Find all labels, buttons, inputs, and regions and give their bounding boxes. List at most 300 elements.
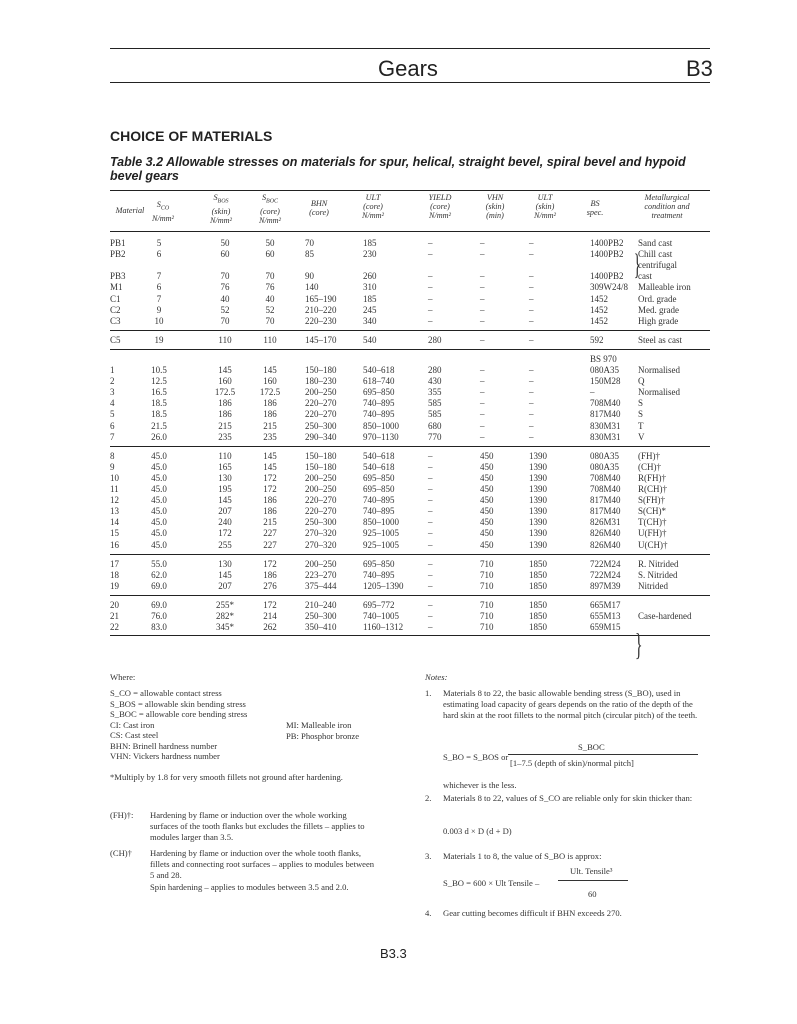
table-cell: 40: [265, 293, 275, 304]
table-row: [110, 365, 710, 376]
table-cell: 708M40: [590, 484, 621, 494]
table-cell: 55.0: [151, 558, 167, 569]
table-cell: R(CH)†: [638, 484, 667, 494]
table-cell: 70: [265, 271, 275, 282]
table-cell: 1205–1390: [363, 580, 404, 591]
table-cell: 140: [305, 282, 319, 293]
note-2-text: Materials 8 to 22, values of S_CO are reliable only for skin thicker than:: [443, 793, 693, 803]
table-cell: 817M40: [590, 495, 621, 506]
table-cell: 76.0: [151, 611, 167, 621]
table-cell: 740–1005: [363, 611, 399, 621]
table-cell: –: [428, 495, 433, 506]
table-cell: Normalised: [638, 365, 680, 375]
table-cell: 770: [428, 431, 442, 442]
table-cell: 165: [218, 461, 232, 472]
table-cell: 1400PB2: [590, 238, 624, 248]
table-cell: –: [428, 558, 433, 569]
table-cell: 50: [220, 238, 230, 248]
table-cell: 186: [263, 569, 277, 580]
table-cell: 150–180: [305, 365, 337, 375]
table-row: [110, 484, 710, 495]
table-cell: 22: [110, 622, 119, 633]
table-cell: 45.0: [151, 539, 167, 550]
table-cell: 8: [110, 450, 115, 461]
table-row: [110, 354, 710, 365]
table-cell: 215: [263, 517, 277, 528]
table-cell: –: [529, 238, 534, 248]
table-cell: 276: [263, 580, 277, 591]
table-cell: 220–270: [305, 409, 337, 420]
table-cell: 540–618: [363, 450, 395, 461]
table-cell: 195: [218, 484, 232, 494]
table-row: [110, 528, 710, 539]
page-number: B3.3: [380, 946, 407, 961]
table-cell: 150M28: [590, 376, 621, 387]
table-cell: 200–250: [305, 387, 337, 398]
table-cell: 826M31: [590, 517, 621, 528]
table-cell: 16.5: [151, 387, 167, 398]
table-cell: 830M31: [590, 431, 621, 442]
table-cell: 5: [110, 409, 115, 420]
table-cell: 5: [156, 238, 162, 248]
table-cell: 695–850: [363, 558, 395, 569]
table-cell: 220–230: [305, 315, 337, 326]
spin-text: Spin hardening – applies to modules between 3.5 and 2.0.: [150, 882, 349, 892]
table-cell: 50: [265, 238, 275, 248]
table-cell: 080A35: [590, 461, 619, 472]
table-cell: 450: [480, 517, 494, 528]
table-cell: 740–895: [363, 495, 395, 506]
table-cell: –: [480, 249, 485, 260]
table-cell: 450: [480, 450, 494, 461]
table-cell: 255: [218, 539, 232, 550]
table-cell: –: [428, 506, 433, 517]
table-cell: 450: [480, 484, 494, 494]
table-cell: 11: [110, 484, 119, 494]
table-cell: 450: [480, 472, 494, 483]
table-cell: –: [529, 271, 534, 282]
table-cell: 375–444: [305, 580, 337, 591]
table-cell: –: [529, 387, 534, 398]
col-header-vhn: VHN (skin) (min): [485, 193, 505, 220]
table-cell: cast: [638, 271, 652, 282]
col-header-material: Material: [115, 206, 145, 215]
table-row: [110, 316, 710, 327]
table-cell: 6: [156, 282, 162, 293]
table-cell: R. Nitrided: [638, 558, 679, 569]
table-cell: 130: [218, 472, 232, 483]
table-cell: Med. grade: [638, 304, 679, 315]
table-cell: –: [529, 315, 534, 326]
note-3-eq-num: Ult. Tensile³: [570, 866, 613, 876]
table-cell: –: [480, 282, 485, 293]
col-header-ult-skin: ULT (skin) N/mm²: [533, 193, 557, 220]
table-cell: 850–1000: [363, 420, 399, 431]
table-row: [110, 260, 710, 271]
table-cell: 207: [218, 506, 232, 517]
table-cell: C5: [110, 334, 121, 345]
table-cell: 172: [263, 558, 277, 569]
table-cell: 250–300: [305, 611, 337, 621]
table-cell: 345*: [216, 622, 234, 633]
definition-right-0: MI: Malleable iron: [286, 720, 352, 730]
note-1-eq-lhs: S_BO = S_BOS or: [443, 752, 509, 762]
table-cell: 12.5: [151, 376, 167, 387]
table-cell: –: [480, 315, 485, 326]
table-cell: 215: [263, 420, 277, 431]
table-cell: S(CH)*: [638, 506, 667, 517]
definition-6: VHN: Vickers hardness number: [110, 751, 220, 761]
table-cell: –: [480, 431, 485, 442]
table-cell: 220–270: [305, 506, 337, 517]
table-cell: 17: [110, 558, 119, 569]
table-cell: 207: [218, 580, 232, 591]
table-cell: 309W24/8: [590, 282, 628, 293]
table-cell: PB2: [110, 249, 126, 260]
note-number-3: 3.: [425, 851, 432, 861]
table-cell: 618–740: [363, 376, 395, 387]
table-cell: 680: [428, 420, 442, 431]
page-header-code: B3: [686, 56, 713, 81]
definition-4: CS: Cast steel: [110, 730, 159, 740]
table-cell: 172: [263, 484, 277, 494]
ch-label: (CH)†: [110, 848, 132, 858]
table-cell: BS 970: [590, 353, 617, 364]
table-cell: 1452: [590, 304, 608, 315]
col-header-bs: BS spec.: [586, 199, 604, 217]
table-cell: 282*: [216, 611, 234, 621]
table-row: [110, 622, 710, 633]
table-cell: 1390: [529, 450, 547, 461]
table-row: [110, 409, 710, 420]
table-cell: –: [428, 517, 433, 528]
table-cell: 130: [218, 558, 232, 569]
table-cell: 45.0: [151, 528, 167, 539]
table-cell: 145–170: [305, 334, 337, 345]
table-row: [110, 462, 710, 473]
table-cell: 180–230: [305, 376, 337, 387]
notes-heading: Notes:: [425, 672, 448, 682]
table-cell: 145: [263, 365, 277, 375]
table-cell: S(FH)†: [638, 495, 666, 506]
table-cell: –: [529, 304, 534, 315]
table-cell: 290–340: [305, 431, 337, 442]
table-cell: 245: [363, 304, 377, 315]
table-cell: 83.0: [151, 622, 167, 633]
table-cell: 223–270: [305, 569, 337, 580]
table-cell: –: [480, 271, 485, 282]
table-cell: 150–180: [305, 461, 337, 472]
table-cell: 45.0: [151, 450, 167, 461]
header-rule-top: [110, 48, 710, 49]
table-cell: 430: [428, 376, 442, 387]
table-cell: –: [480, 365, 485, 375]
table-cell: 722M24: [590, 558, 621, 569]
table-cell: C1: [110, 293, 121, 304]
table-cell: 18.5: [151, 409, 167, 420]
table-cell: 2: [110, 376, 115, 387]
table-cell: 740–895: [363, 506, 395, 517]
note-2-eq: 0.003 d × D (d + D): [443, 826, 512, 836]
table-cell: 45.0: [151, 495, 167, 506]
table-cell: –: [480, 293, 485, 304]
table-cell: 080A35: [590, 365, 619, 375]
table-cell: 740–895: [363, 569, 395, 580]
table-cell: 172: [263, 599, 277, 610]
table-cell: 925–1005: [363, 528, 399, 539]
table-cell: 270–320: [305, 528, 337, 539]
note-number-4: 4.: [425, 908, 432, 918]
table-cell: centrifugal: [638, 260, 677, 271]
table-cell: Normalised: [638, 387, 680, 398]
table-cell: 70: [305, 238, 314, 248]
table-cell: 12: [110, 495, 119, 506]
table-cell: 145: [218, 569, 232, 580]
table-row: [110, 305, 710, 316]
table-cell: S: [638, 398, 644, 409]
table-cell: 210–240: [305, 599, 337, 610]
table-caption-text: Allowable stresses on materials for spur, helical, straight bevel, spiral bevel and hypoid bevel gears: [110, 155, 686, 183]
table-cell: 1850: [529, 611, 547, 621]
table-cell: –: [428, 304, 433, 315]
table-cell: 817M40: [590, 506, 621, 517]
table-cell: –: [428, 315, 433, 326]
table-row: [110, 517, 710, 528]
table-cell: 45.0: [151, 484, 167, 494]
table-cell: –: [428, 271, 433, 282]
group-rule: [110, 446, 710, 447]
table-cell: 70: [265, 315, 275, 326]
table-cell: –: [480, 376, 485, 387]
table-cell: 227: [263, 539, 277, 550]
note-1-fraction-bar: [508, 754, 698, 755]
group-rule: [110, 330, 710, 331]
table-cell: 708M40: [590, 398, 621, 409]
table-row: [110, 559, 710, 570]
table-cell: –: [428, 539, 433, 550]
table-cell: 260: [363, 271, 377, 282]
table-cell: 9: [156, 304, 162, 315]
table-cell: 19: [110, 580, 119, 591]
table-cell: 450: [480, 539, 494, 550]
table-cell: –: [529, 398, 534, 409]
table-row: [110, 611, 710, 622]
col-header-metallurgical: Metallurgical condition and treatment: [644, 193, 690, 220]
table-cell: 220–270: [305, 495, 337, 506]
table-cell: 850–1000: [363, 517, 399, 528]
col-header-bhn: BHN (core): [309, 199, 329, 217]
note-3-eq-lhs: S_BO = 600 × Ult Tensile –: [443, 878, 540, 888]
table-cell: 52: [265, 304, 275, 315]
table-cell: T(CH)†: [638, 517, 667, 528]
table-cell: 21.5: [151, 420, 167, 431]
table-row: [110, 451, 710, 462]
table-cell: –: [529, 376, 534, 387]
definition-3: CI: Cast iron: [110, 719, 155, 730]
table-cell: 3: [110, 387, 115, 398]
table-caption: [110, 155, 690, 183]
table-cell: C3: [110, 315, 121, 326]
table-cell: 62.0: [151, 569, 167, 580]
table-cell: 1390: [529, 484, 547, 494]
table-cell: 70: [220, 271, 230, 282]
table-cell: 240: [218, 517, 232, 528]
table-cell: 186: [263, 495, 277, 506]
table-cell: T: [638, 420, 644, 431]
table-row: [110, 249, 710, 260]
table-cell: 540–618: [363, 461, 395, 472]
table-cell: Case-hardened: [638, 611, 692, 621]
table-cell: 708M40: [590, 472, 621, 483]
table-cell: 925–1005: [363, 539, 399, 550]
table-cell: 817M40: [590, 409, 621, 420]
table-cell: 695–850: [363, 472, 395, 483]
table-cell: V: [638, 431, 645, 442]
table-cell: Steel as cast: [638, 334, 682, 345]
table-cell: 695–850: [363, 387, 395, 398]
table-cell: Ord. grade: [638, 293, 677, 304]
table-cell: 7: [156, 271, 162, 282]
definition-2: S_BOC = allowable core bending stress: [110, 709, 248, 719]
table-cell: 90: [305, 271, 314, 282]
table-cell: 26.0: [151, 431, 167, 442]
table-cell: 270–320: [305, 539, 337, 550]
table-cell: –: [428, 622, 433, 633]
fh-label: (FH)†:: [110, 810, 134, 820]
table-cell: 585: [428, 409, 442, 420]
table-cell: –: [590, 387, 595, 398]
table-cell: Chill cast: [638, 249, 673, 260]
table-cell: –: [529, 409, 534, 420]
table-cell: 185: [363, 238, 377, 248]
table-cell: 1160–1312: [363, 622, 404, 633]
table-cell: 186: [263, 398, 277, 409]
table-cell: 16: [110, 539, 119, 550]
table-cell: 21: [110, 611, 119, 621]
table-cell: 830M31: [590, 420, 621, 431]
table-row: [110, 506, 710, 517]
table-cell: 200–250: [305, 484, 337, 494]
table-cell: 1390: [529, 539, 547, 550]
table-cell: 740–895: [363, 409, 395, 420]
table-row: [110, 282, 710, 293]
note-1-eq-num: S_BOC: [578, 742, 605, 752]
table-cell: 19: [154, 334, 164, 345]
table-cell: 1850: [529, 599, 547, 610]
table-row: [110, 570, 710, 581]
table-row: [110, 581, 710, 592]
table-cell: –: [480, 334, 485, 345]
table-cell: 280: [428, 365, 442, 375]
table-cell: 4: [110, 398, 115, 409]
brace-case-hardened: }: [634, 626, 643, 662]
table-cell: 1850: [529, 558, 547, 569]
table-rule-header: [110, 231, 710, 232]
table-cell: 186: [218, 409, 232, 420]
table-cell: –: [480, 420, 485, 431]
table-cell: 710: [480, 569, 494, 580]
table-cell: 145: [263, 450, 277, 461]
table-cell: 145: [263, 461, 277, 472]
table-cell: 1390: [529, 528, 547, 539]
table-cell: 710: [480, 599, 494, 610]
table-cell: 255*: [216, 599, 234, 610]
table-cell: 10.5: [151, 365, 167, 375]
table-cell: 740–895: [363, 398, 395, 409]
table-cell: 215: [218, 420, 232, 431]
table-cell: –: [529, 431, 534, 442]
table-cell: 1390: [529, 472, 547, 483]
col-header-sbos: $S_{BOS}$ (skin) N/mm²: [209, 193, 233, 225]
table-cell: 14: [110, 517, 119, 528]
table-cell: 85: [305, 249, 314, 260]
table-cell: –: [480, 304, 485, 315]
table-cell: 710: [480, 611, 494, 621]
table-rule-bottom: [110, 635, 710, 636]
table-cell: S: [638, 409, 644, 420]
table-cell: R(FH)†: [638, 472, 667, 483]
table-cell: 710: [480, 558, 494, 569]
table-cell: PB1: [110, 238, 126, 248]
table-row: [110, 600, 710, 611]
table-cell: 1452: [590, 293, 608, 304]
table-cell: 18: [110, 569, 119, 580]
page-header-title: Gears: [378, 56, 438, 81]
table-cell: 6: [156, 249, 162, 260]
table-cell: –: [529, 282, 534, 293]
table-cell: 450: [480, 528, 494, 539]
table-row: [110, 495, 710, 506]
col-header-sco: $S_{CO}$ N/mm²: [151, 200, 175, 223]
table-cell: 280: [428, 334, 442, 345]
table-rule-top: [110, 190, 710, 191]
table-cell: Q: [638, 376, 645, 387]
table-cell: –: [428, 450, 433, 461]
table-cell: 355: [428, 387, 442, 398]
note-3-text: Materials 1 to 8, the value of S_BO is approx:: [443, 851, 602, 861]
table-cell: 145: [218, 365, 232, 375]
table-row: [110, 271, 710, 282]
table-cell: PB3: [110, 271, 126, 282]
table-cell: 7: [110, 431, 115, 442]
table-cell: 76: [265, 282, 275, 293]
brace-pb2-pb3: }: [633, 248, 641, 281]
table-cell: –: [428, 282, 433, 293]
table-cell: –: [428, 461, 433, 472]
table-cell: 40: [220, 293, 230, 304]
table-cell: –: [428, 611, 433, 621]
table-cell: 655M13: [590, 611, 621, 621]
table-cell: 1390: [529, 506, 547, 517]
table-cell: 230: [363, 249, 377, 260]
table-cell: 235: [218, 431, 232, 442]
table-cell: S. Nitrided: [638, 569, 678, 580]
table-cell: –: [480, 398, 485, 409]
table-cell: 160: [263, 376, 277, 387]
table-cell: 540: [363, 334, 377, 345]
col-header-yield: YIELD (core) N/mm²: [428, 193, 452, 220]
table-cell: 9: [110, 461, 115, 472]
table-cell: 1390: [529, 517, 547, 528]
group-rule: [110, 349, 710, 350]
table-row: [110, 387, 710, 398]
table-cell: –: [480, 387, 485, 398]
table-row: [110, 294, 710, 305]
table-cell: 7: [156, 293, 162, 304]
note-3-fraction-bar: [558, 880, 628, 881]
table-cell: 52: [220, 304, 230, 315]
table-cell: –: [428, 238, 433, 248]
